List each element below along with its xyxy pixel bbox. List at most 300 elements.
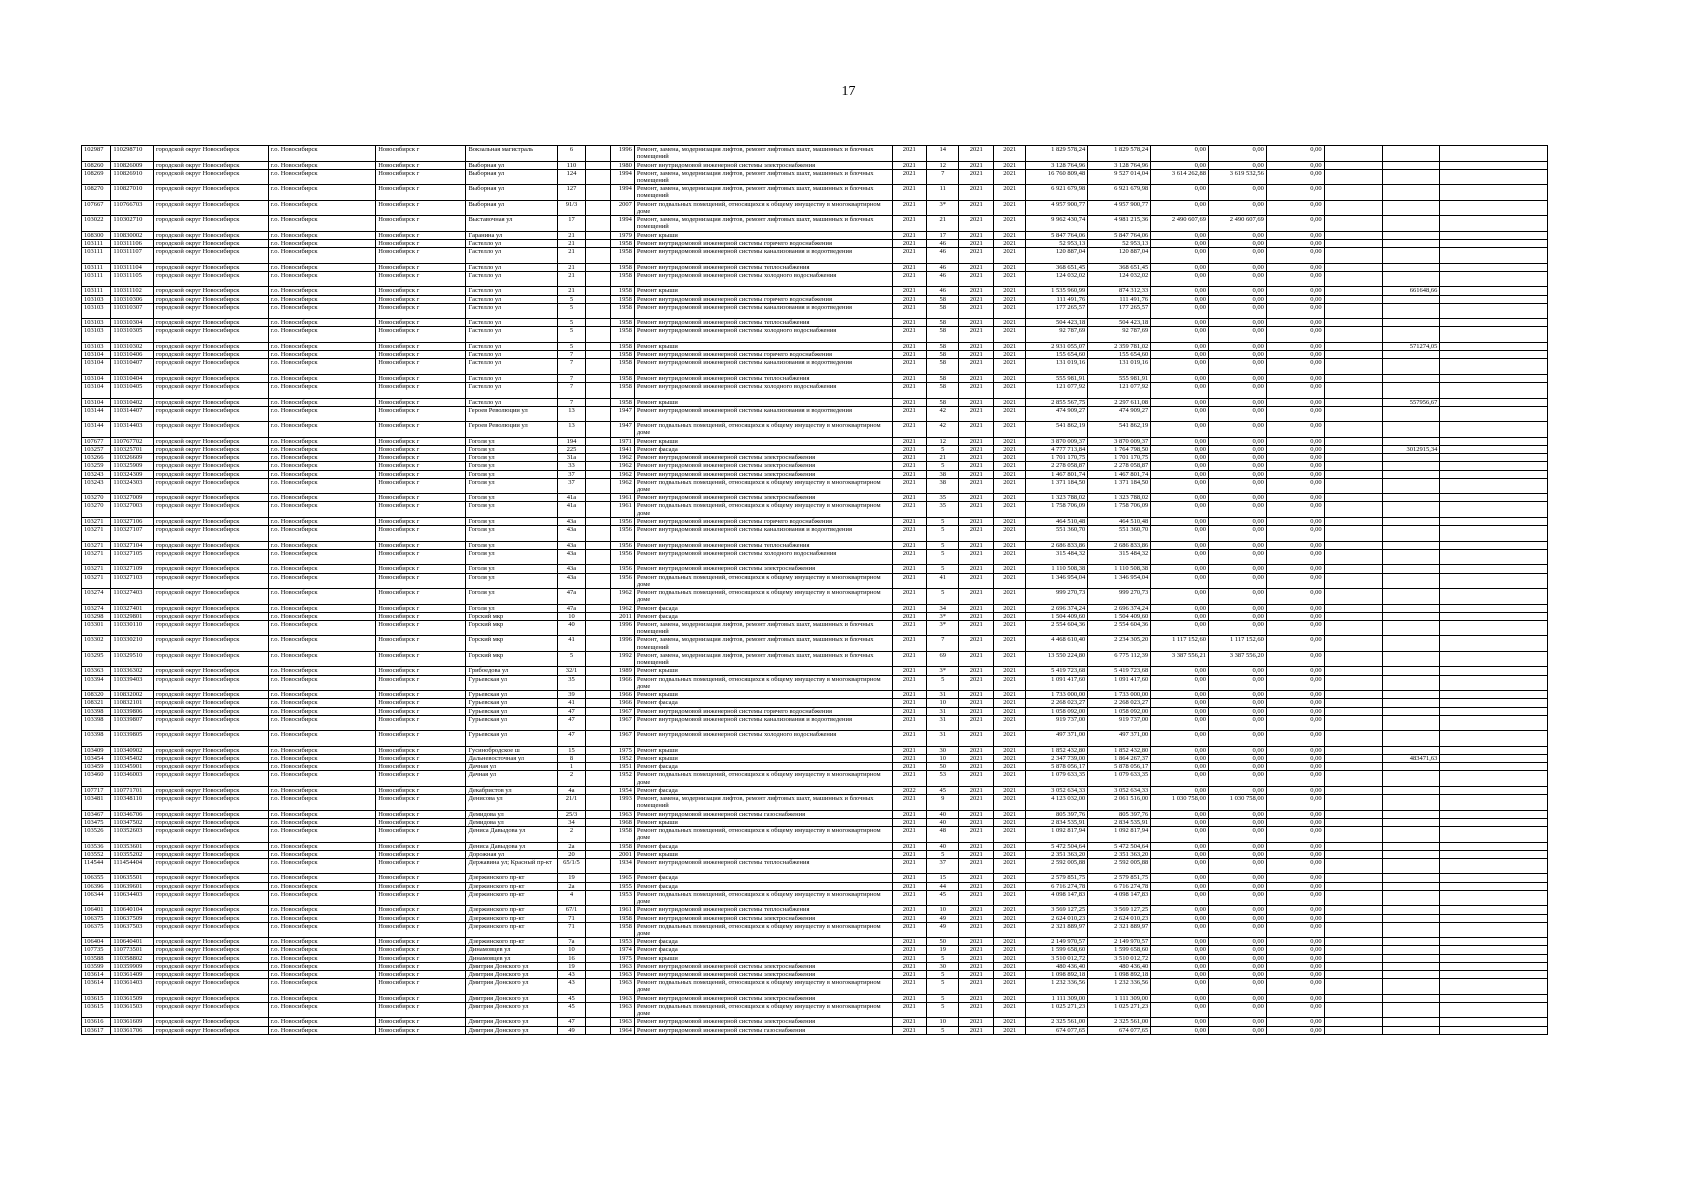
table-cell: Гастелло ул [466, 248, 557, 264]
table-cell: 38 [927, 470, 959, 478]
table-cell: Новосибирск г [376, 169, 466, 185]
table-cell: 103243 [82, 470, 111, 478]
table-cell [1440, 827, 1548, 843]
table-cell: 2 554 604,36 [1026, 620, 1088, 636]
table-cell: 0,00 [1151, 351, 1209, 359]
table-cell: 40 [557, 620, 585, 636]
table-cell: Новосибирск г [376, 1002, 466, 1018]
table-cell: 2021 [993, 890, 1025, 906]
table-cell: 0,00 [1209, 470, 1267, 478]
table-cell: 2 321 889,97 [1088, 922, 1151, 938]
table-cell: Ремонт фасада [634, 842, 892, 850]
table-cell: 2021 [993, 636, 1025, 652]
table-cell [1324, 754, 1382, 762]
table-cell: Новосибирск г [376, 651, 466, 667]
table-cell: 0,00 [1266, 185, 1324, 201]
table-row [82, 604, 1548, 612]
table-cell [1382, 962, 1440, 970]
table-cell: 1954 [610, 786, 634, 794]
table-cell: 0,00 [1151, 422, 1209, 438]
table-cell: 41 [927, 573, 959, 589]
table-cell [1382, 651, 1440, 667]
table-cell: 1958 [610, 342, 634, 350]
table-cell: 2021 [892, 620, 926, 636]
table-cell: 103460 [82, 771, 111, 787]
table-cell: Гастелло ул [466, 239, 557, 247]
table-cell [1382, 612, 1440, 620]
table-cell: 2021 [959, 161, 993, 169]
table-cell: 1 092 817,94 [1088, 827, 1151, 843]
table-cell: 1 346 954,04 [1088, 573, 1151, 589]
table-cell: 110361609 [111, 1018, 154, 1026]
table-cell: Гастелло ул [466, 374, 557, 382]
table-cell: 2021 [892, 612, 926, 620]
table-cell: Гоголя ул [466, 573, 557, 589]
table-cell: 2021 [993, 231, 1025, 239]
table-cell: 0,00 [1266, 573, 1324, 589]
table-cell: городской округ Новосибирск [154, 971, 269, 979]
table-cell [1440, 763, 1548, 771]
table-cell: 1 232 336,56 [1026, 979, 1088, 995]
table-cell: 155 654,60 [1088, 351, 1151, 359]
table-cell [1382, 906, 1440, 914]
table-cell: 0,00 [1209, 406, 1267, 422]
table-cell: Дмитрия Донского ул [466, 1026, 557, 1034]
table-cell: 368 651,45 [1088, 263, 1151, 271]
table-cell: г.о. Новосибирск [268, 185, 376, 201]
table-cell [1382, 303, 1440, 319]
table-cell [1382, 359, 1440, 375]
table-cell: 2021 [993, 494, 1025, 502]
table-cell [586, 906, 610, 914]
table-cell [1440, 810, 1548, 818]
table-cell: г.о. Новосибирск [268, 818, 376, 826]
table-cell: 0,00 [1266, 478, 1324, 494]
table-cell: 10 [927, 906, 959, 914]
table-cell: 110327003 [111, 502, 154, 518]
table-cell [586, 295, 610, 303]
table-row [82, 795, 1548, 811]
table-cell: 464 510,48 [1026, 517, 1088, 525]
table-cell: 2021 [959, 231, 993, 239]
table-row [82, 383, 1548, 399]
table-cell: 2021 [892, 287, 926, 295]
table-cell [1440, 1018, 1548, 1026]
table-cell: Горский мкр [466, 636, 557, 652]
table-cell [1324, 565, 1382, 573]
table-cell: г.о. Новосибирск [268, 771, 376, 787]
table-cell: городской округ Новосибирск [154, 827, 269, 843]
table-cell [586, 994, 610, 1002]
table-cell: 1962 [610, 462, 634, 470]
table-cell: городской округ Новосибирск [154, 795, 269, 811]
table-cell: городской округ Новосибирск [154, 248, 269, 264]
table-cell [586, 707, 610, 715]
table-cell: 2021 [959, 494, 993, 502]
table-cell: 0,00 [1209, 161, 1267, 169]
table-cell [1324, 707, 1382, 715]
table-cell [586, 383, 610, 399]
table-cell: Дзержинского пр-кт [466, 874, 557, 882]
table-cell: 110361403 [111, 979, 154, 995]
table-cell [1382, 295, 1440, 303]
table-row [82, 979, 1548, 995]
table-cell: Гоголя ул [466, 604, 557, 612]
table-cell: 2021 [993, 239, 1025, 247]
table-cell: 999 270,73 [1026, 589, 1088, 605]
table-cell: 0,00 [1151, 763, 1209, 771]
table-cell: 155 654,60 [1026, 351, 1088, 359]
table-cell: 2021 [892, 842, 926, 850]
table-cell: Новосибирск г [376, 827, 466, 843]
table-cell [1324, 620, 1382, 636]
table-cell [1324, 818, 1382, 826]
table-cell: 0,00 [1151, 239, 1209, 247]
table-cell: 0,00 [1209, 248, 1267, 264]
table-cell: 0,00 [1266, 1018, 1324, 1026]
table-cell: 0,00 [1151, 398, 1209, 406]
table-cell: 111 491,76 [1026, 295, 1088, 303]
table-cell: 2 268 023,27 [1088, 699, 1151, 707]
table-cell: 504 423,18 [1088, 319, 1151, 327]
table-cell: г.о. Новосибирск [268, 691, 376, 699]
table-cell: 2021 [959, 565, 993, 573]
table-cell: 0,00 [1209, 271, 1267, 287]
table-cell: 0,00 [1209, 746, 1267, 754]
table-cell: 0,00 [1151, 994, 1209, 1002]
table-cell [1382, 248, 1440, 264]
table-cell: Новосибирск г [376, 954, 466, 962]
table-cell: 6 716 274,78 [1088, 882, 1151, 890]
table-cell: городской округ Новосибирск [154, 271, 269, 287]
table-cell: 41а [557, 502, 585, 518]
table-cell [1440, 612, 1548, 620]
table-cell [1324, 319, 1382, 327]
table-cell: Гоголя ул [466, 549, 557, 565]
table-cell: Дачная ул [466, 763, 557, 771]
table-cell: г.о. Новосибирск [268, 763, 376, 771]
table-cell [1382, 541, 1440, 549]
table-cell: городской округ Новосибирск [154, 470, 269, 478]
table-cell: 0,00 [1209, 437, 1267, 445]
table-cell: 2021 [892, 874, 926, 882]
table-cell: 0,00 [1209, 351, 1267, 359]
table-cell [586, 146, 610, 162]
table-cell [1382, 707, 1440, 715]
table-cell: 1 371 184,50 [1026, 478, 1088, 494]
table-cell: Новосибирск г [376, 445, 466, 453]
table-cell [1324, 161, 1382, 169]
table-cell: 2021 [892, 707, 926, 715]
table-cell: 103536 [82, 842, 111, 850]
table-cell: 2 592 005,88 [1026, 858, 1088, 874]
table-cell: 103103 [82, 319, 111, 327]
table-cell: 2 579 851,75 [1026, 874, 1088, 882]
table-cell: 1966 [610, 699, 634, 707]
table-cell [1382, 971, 1440, 979]
table-cell: Ремонт внутридомовой инженерной системы канализования и водоотведения [634, 248, 892, 264]
table-cell: 2021 [892, 715, 926, 731]
table-cell: 2 686 833,86 [1088, 541, 1151, 549]
table-cell: 1994 [610, 216, 634, 232]
table-cell: 2021 [959, 239, 993, 247]
table-cell: 5 [927, 565, 959, 573]
table-row [82, 248, 1548, 264]
table-cell: 999 270,73 [1088, 589, 1151, 605]
table-cell: 0,00 [1266, 327, 1324, 343]
table-cell: 2021 [959, 604, 993, 612]
table-cell: 108321 [82, 699, 111, 707]
table-cell: 2021 [959, 906, 993, 914]
table-cell: Новосибирск г [376, 842, 466, 850]
table-cell: 2 351 363,20 [1088, 850, 1151, 858]
table-cell [1440, 573, 1548, 589]
table-cell: 2021 [959, 589, 993, 605]
table-cell: 110310402 [111, 398, 154, 406]
table-cell [586, 938, 610, 946]
table-cell: 11 [927, 185, 959, 201]
table-cell: 45 [927, 890, 959, 906]
table-cell: Ремонт фасада [634, 938, 892, 946]
table-cell: 0,00 [1209, 549, 1267, 565]
table-cell: 12 [927, 161, 959, 169]
table-cell: 2 931 055,07 [1026, 342, 1088, 350]
table-cell: г.о. Новосибирск [268, 494, 376, 502]
table-cell: 15 [927, 874, 959, 882]
table-cell [1440, 850, 1548, 858]
table-cell [1324, 398, 1382, 406]
table-cell: г.о. Новосибирск [268, 445, 376, 453]
table-cell: 108320 [82, 691, 111, 699]
table-cell: 0,00 [1209, 874, 1267, 882]
table-cell: 0,00 [1266, 231, 1324, 239]
table-cell: Гастелло ул [466, 263, 557, 271]
table-cell: 3 870 009,37 [1026, 437, 1088, 445]
table-cell: 0,00 [1266, 565, 1324, 573]
table-cell: 103104 [82, 383, 111, 399]
table-cell: Ремонт внутридомовой инженерной системы теплоснабжения [634, 374, 892, 382]
table-cell: 0,00 [1209, 890, 1267, 906]
table-cell: Гоголя ул [466, 454, 557, 462]
table-cell: 0,00 [1266, 754, 1324, 762]
table-cell: Гурьевская ул [466, 699, 557, 707]
table-cell: 0,00 [1266, 295, 1324, 303]
table-cell: 0,00 [1151, 882, 1209, 890]
table-cell: 0,00 [1209, 454, 1267, 462]
table-cell: 2021 [993, 818, 1025, 826]
table-cell [1440, 938, 1548, 946]
table-cell: 1 030 758,00 [1209, 795, 1267, 811]
table-cell: 110327103 [111, 573, 154, 589]
table-cell [1440, 549, 1548, 565]
table-cell: Гастелло ул [466, 342, 557, 350]
table-cell [1440, 406, 1548, 422]
table-cell: 2021 [959, 342, 993, 350]
table-cell: 0,00 [1209, 287, 1267, 295]
table-cell: 2021 [892, 295, 926, 303]
table-cell: городской округ Новосибирск [154, 445, 269, 453]
table-cell: 41 [557, 699, 585, 707]
table-cell: 40 [927, 810, 959, 818]
table-cell: Ремонт крыши [634, 398, 892, 406]
table-cell: 2021 [959, 715, 993, 731]
table-cell: 0,00 [1151, 185, 1209, 201]
table-cell: 2021 [993, 185, 1025, 201]
table-cell [586, 667, 610, 675]
table-row [82, 842, 1548, 850]
table-cell: г.о. Новосибирск [268, 271, 376, 287]
table-cell: 2021 [993, 842, 1025, 850]
table-cell: 110310405 [111, 383, 154, 399]
table-cell: 2 347 739,00 [1026, 754, 1088, 762]
table-cell: 2021 [993, 979, 1025, 995]
table-cell [1440, 1026, 1548, 1034]
table-cell: 49 [927, 922, 959, 938]
table-cell: городской округ Новосибирск [154, 636, 269, 652]
table-cell: 91/3 [557, 200, 585, 216]
table-cell: 19 [557, 962, 585, 970]
table-cell: 1994 [610, 169, 634, 185]
table-cell: 0,00 [1266, 1026, 1324, 1034]
table-cell [586, 922, 610, 938]
table-cell: 41 [557, 636, 585, 652]
table-cell: 0,00 [1151, 699, 1209, 707]
table-cell: 4 957 900,77 [1088, 200, 1151, 216]
table-cell: 1993 [610, 795, 634, 811]
table-cell: 103475 [82, 818, 111, 826]
table-cell: 7 [557, 351, 585, 359]
table-cell: 2021 [892, 526, 926, 542]
table-cell: 0,00 [1266, 874, 1324, 882]
table-row [82, 161, 1548, 169]
table-cell: 103111 [82, 263, 111, 271]
table-cell: Ремонт фасада [634, 882, 892, 890]
table-cell: Гоголя ул [466, 478, 557, 494]
table-cell: 110361409 [111, 971, 154, 979]
table-cell: 46 [927, 287, 959, 295]
table-cell: 315 484,32 [1088, 549, 1151, 565]
table-row [82, 691, 1548, 699]
table-cell: 3 510 012,72 [1026, 954, 1088, 962]
table-cell: 58 [927, 327, 959, 343]
table-cell: 35 [927, 502, 959, 518]
table-cell: городской округ Новосибирск [154, 842, 269, 850]
table-cell: 103271 [82, 573, 111, 589]
table-cell: 110310304 [111, 319, 154, 327]
table-cell: 2021 [959, 795, 993, 811]
table-cell: г.о. Новосибирск [268, 1018, 376, 1026]
table-cell: 69 [927, 651, 959, 667]
table-cell [1382, 470, 1440, 478]
table-cell: 0,00 [1209, 994, 1267, 1002]
table-cell [1382, 351, 1440, 359]
table-cell: 2021 [993, 763, 1025, 771]
table-row [82, 914, 1548, 922]
table-cell: 2022 [892, 786, 926, 794]
table-cell: Ремонт внутридомовой инженерной системы газоснабжения [634, 1026, 892, 1034]
table-cell: 110311107 [111, 248, 154, 264]
table-cell: 40 [927, 842, 959, 850]
table-row [82, 810, 1548, 818]
table-cell: 92 787,69 [1026, 327, 1088, 343]
table-cell [586, 754, 610, 762]
table-cell [1324, 795, 1382, 811]
table-row [82, 422, 1548, 438]
table-cell: 0,00 [1151, 374, 1209, 382]
table-cell [1440, 842, 1548, 850]
table-cell: 110314407 [111, 406, 154, 422]
table-cell: 1952 [610, 771, 634, 787]
table-cell: 2 278 058,87 [1026, 462, 1088, 470]
table-cell: Новосибирск г [376, 327, 466, 343]
table-cell: 0,00 [1266, 462, 1324, 470]
table-cell: 110637509 [111, 914, 154, 922]
table-row [82, 146, 1548, 162]
table-cell: 2021 [892, 763, 926, 771]
table-cell: городской округ Новосибирск [154, 604, 269, 612]
table-cell: 0,00 [1266, 454, 1324, 462]
table-cell: 2021 [993, 383, 1025, 399]
table-cell: 103103 [82, 295, 111, 303]
table-cell: 37 [557, 478, 585, 494]
table-cell: 0,00 [1209, 327, 1267, 343]
table-cell: 16 [557, 954, 585, 962]
table-cell: Гастелло ул [466, 327, 557, 343]
table-cell: 2021 [993, 874, 1025, 882]
table-cell: 41а [557, 494, 585, 502]
table-cell: 0,00 [1151, 818, 1209, 826]
table-cell: 2021 [892, 319, 926, 327]
table-cell: 0,00 [1266, 667, 1324, 675]
table-cell [1440, 161, 1548, 169]
table-cell [1324, 271, 1382, 287]
table-cell: г.о. Новосибирск [268, 263, 376, 271]
table-cell: 1989 [610, 667, 634, 675]
table-cell: 10 [557, 612, 585, 620]
table-cell: г.о. Новосибирск [268, 731, 376, 747]
table-cell: 0,00 [1151, 526, 1209, 542]
table-cell: Новосибирск г [376, 271, 466, 287]
table-cell: 0,00 [1209, 589, 1267, 605]
table-cell: 2а [557, 882, 585, 890]
table-cell: Дачная ул [466, 771, 557, 787]
table-cell [1324, 359, 1382, 375]
table-cell [1440, 979, 1548, 995]
table-cell: 0,00 [1151, 979, 1209, 995]
table-cell [586, 541, 610, 549]
table-cell: 0,00 [1266, 962, 1324, 970]
table-cell: Державина ул; Красный пр-кт [466, 858, 557, 874]
table-cell: 21 [557, 248, 585, 264]
table-cell: 2021 [959, 691, 993, 699]
table-cell: 31а [557, 454, 585, 462]
table-cell: 43а [557, 526, 585, 542]
table-cell: 805 397,76 [1026, 810, 1088, 818]
table-row [82, 549, 1548, 565]
table-cell: 71 [557, 922, 585, 938]
table-cell: 1 110 508,38 [1088, 565, 1151, 573]
table-cell: городской округ Новосибирск [154, 454, 269, 462]
table-cell: 0,00 [1151, 827, 1209, 843]
table-cell: Гоголя ул [466, 517, 557, 525]
table-cell: 108270 [82, 185, 111, 201]
table-cell: городской округ Новосибирск [154, 962, 269, 970]
table-cell: 103103 [82, 327, 111, 343]
table-cell [586, 612, 610, 620]
table-cell: 0,00 [1151, 454, 1209, 462]
table-cell: 5 [557, 342, 585, 350]
table-cell: 2021 [892, 946, 926, 954]
